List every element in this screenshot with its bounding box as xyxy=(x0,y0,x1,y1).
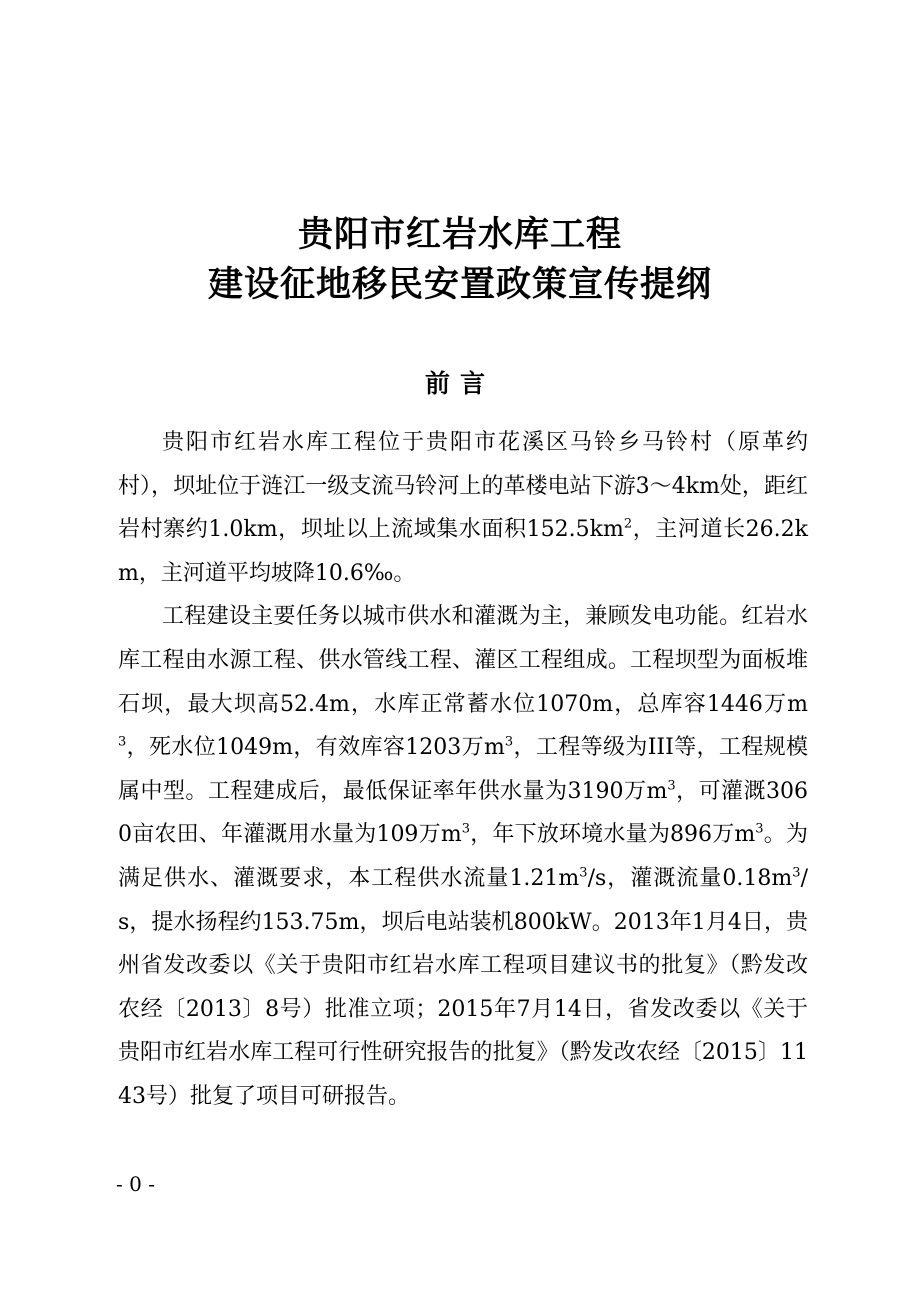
document-title xyxy=(0,210,920,310)
title-line-1: 贵阳市红岩水库工程 xyxy=(297,215,622,255)
page-number: - 0 - xyxy=(116,1172,155,1196)
body-text xyxy=(118,421,808,1119)
paragraph-project-overview: 工程建设主要任务以城市供水和灌溉为主，兼顾发电功能。红岩水库工程由水源工程、供水管线工程、灌区工程组成。工程坝型为面板堆石坝，最大坝高52.4m，水库正常蓄水位1070m，总库容1446万$m^3$，死水位1049m，有效库容1203万$m^3$，工程等级为III等，工程规模属中型。工程建成后，最低保证率年供水量为3190万$m^3$，可灌溉3060亩农田、年灌溉用水量为109万$m^3$，年下放环境水量为896万$m^3$。为满足供水、灌溉要求，本工程供水流量$1.21m^3/s$，灌溉流量$0.18m^3/s$，提水扬程约153.75m，坝后电站装机800kW。2013年1月4日，贵州省发改委以《关于贵阳市红岩水库工程项目建议书的批复》（黔发改农经〔2013〕8号）批准立项；2015年7月14日，省发改委以《关于贵阳市红岩水库工程可行性研究报告的批复》（黔发改农经〔2015〕1143号）批复了项目可研报告。 xyxy=(118,604,808,1109)
paragraph-location: 贵阳市红岩水库工程位于贵阳市花溪区马铃乡马铃村（原革约村），坝址位于涟江一级支流马铃河上的革楼电站下游3～4km处，距红岩村寨约1.0km，坝址以上流域集水面积$152.5km^2$，主河道长26.2km，主河道平均坡降10.6‰。 xyxy=(118,430,808,586)
title-line-2: 建设征地移民安置政策宣传提纲 xyxy=(207,265,712,305)
section-heading-preface: 前言 xyxy=(424,369,495,398)
